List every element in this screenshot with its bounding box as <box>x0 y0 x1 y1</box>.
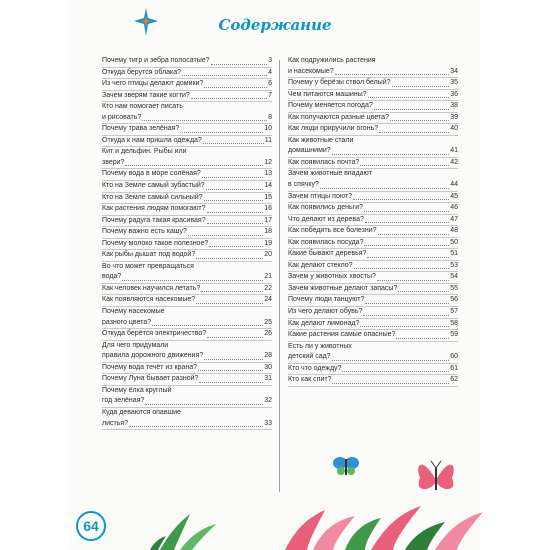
toc-dot-leader <box>129 426 263 427</box>
toc-entry-title: Кит и дельфин. Рыбы или <box>102 148 187 156</box>
toc-entry-line <box>102 68 272 79</box>
toc-entry-title: Как человек научился летать? <box>102 284 201 292</box>
toc-dot-leader <box>188 235 263 236</box>
toc-page-number: 11 <box>264 136 272 144</box>
toc-entry <box>102 181 272 193</box>
toc-entry-title: Во что может превращаться <box>102 262 194 270</box>
toc-entry-title: год зелёная? <box>102 397 145 405</box>
toc-dot-leader <box>196 258 263 259</box>
toc-entry-title: Зачем у животных хвосты? <box>288 273 376 281</box>
toc-entry-title: Как появляются насекомые? <box>102 296 196 304</box>
toc-entry <box>102 262 272 284</box>
toc-entry <box>288 56 458 78</box>
toc-dot-leader <box>332 383 449 384</box>
toc-entry <box>102 136 272 148</box>
toc-entry-title: и рисовать? <box>102 113 142 121</box>
toc-entry-line <box>102 284 272 295</box>
toc-entry-line <box>288 113 458 124</box>
toc-entry-title: Зачем животные делают запасы? <box>288 284 398 292</box>
toc-entry-line <box>102 272 272 283</box>
toc-entry-title: Зачем зверям такие когти? <box>102 91 190 99</box>
toc-entry-line <box>288 272 458 283</box>
toc-entry-line <box>102 124 272 135</box>
toc-entry-line <box>288 238 458 249</box>
toc-entry-title: Кто на Земле самый сильный? <box>102 193 203 201</box>
toc-dot-leader <box>353 199 449 200</box>
toc-entry-line <box>102 181 272 192</box>
toc-entry <box>102 239 272 251</box>
toc-entry-line <box>102 158 272 169</box>
toc-entry <box>102 204 272 216</box>
toc-entry-line <box>288 158 458 169</box>
toc-entry-title: Почему важно есть кашу? <box>102 228 187 236</box>
toc-dot-leader <box>364 211 449 212</box>
toc-entry <box>288 284 458 296</box>
toc-entry-line <box>102 351 272 362</box>
toc-entry-title: Кто на Земле самый зубастый? <box>102 182 205 190</box>
toc-entry-line <box>288 124 458 135</box>
toc-dot-leader <box>125 165 263 166</box>
toc-entry-title: вода? <box>102 273 122 281</box>
toc-dot-leader <box>354 268 450 269</box>
toc-page-number: 25 <box>264 318 272 326</box>
toc-page-number: 3 <box>268 57 272 64</box>
toc-page-number: 21 <box>264 273 272 281</box>
toc-entry-line <box>102 204 272 215</box>
toc-dot-leader <box>335 74 450 75</box>
toc-dot-leader <box>204 200 264 201</box>
toc-entry-line <box>102 262 272 273</box>
toc-page-number: 50 <box>450 238 458 246</box>
toc-entry-line <box>288 342 458 353</box>
toc-entry-title: Почему вода в море солёная? <box>102 170 201 178</box>
toc-entry-title: Почему ёлка круглый <box>102 386 172 394</box>
toc-entry-line <box>102 341 272 352</box>
toc-entry <box>102 341 272 363</box>
toc-entry <box>102 227 272 239</box>
toc-entry-title: правила дорожного движения? <box>102 352 204 360</box>
toc-entry <box>288 113 458 125</box>
toc-entry <box>102 169 272 181</box>
toc-entry-title: разного цвета? <box>102 318 152 326</box>
toc-entry <box>102 363 272 375</box>
toc-dot-leader <box>196 303 263 304</box>
toc-page-number: 39 <box>450 113 458 121</box>
toc-entry <box>288 226 458 238</box>
toc-entry-title: Из чего птицы делают домики? <box>102 80 204 88</box>
toc-entry-line <box>288 146 458 157</box>
toc-entry <box>288 261 458 273</box>
toc-entry-title: Как появилась посуда? <box>288 238 364 246</box>
toc-entry-line <box>102 136 272 147</box>
toc-entry-title: Почему у берёзы ствол белый? <box>288 79 391 87</box>
toc-entry-title: Какие бывают деревья? <box>288 250 367 258</box>
toc-entry-title: Как растения людям помогают? <box>102 205 206 213</box>
toc-dot-leader <box>368 97 450 98</box>
toc-entry-title: Как люди приручили огонь? <box>288 125 379 133</box>
toc-dot-leader <box>191 98 267 99</box>
toc-entry <box>288 101 458 113</box>
toc-entry-line <box>102 147 272 158</box>
toc-entry-title: Как получаются разные цвета? <box>288 113 389 121</box>
toc-entry-line <box>102 193 272 204</box>
toc-page-number: 15 <box>264 193 272 201</box>
toc-entry-title: Кто как спит? <box>288 376 332 384</box>
toc-separator <box>288 386 458 387</box>
toc-entry <box>288 375 458 387</box>
toc-page-number: 8 <box>268 113 272 121</box>
toc-entry-line <box>288 90 458 101</box>
toc-entry-title: детский сад? <box>288 353 331 361</box>
toc-page-number: 38 <box>450 102 458 110</box>
toc-entry-line <box>288 78 458 89</box>
toc-entry-line <box>288 295 458 306</box>
toc-page-number: 45 <box>450 192 458 200</box>
toc-page-number: 42 <box>450 158 458 166</box>
toc-entry-line <box>102 307 272 318</box>
toc-entry-line <box>102 363 272 374</box>
toc-column-right <box>288 56 458 387</box>
toc-entry-title: Почему Луна бывает разной? <box>102 375 199 383</box>
toc-entry-title: Как появилась почта? <box>288 158 360 166</box>
toc-entry <box>102 79 272 91</box>
toc-dot-leader <box>206 189 264 190</box>
toc-entry <box>102 193 272 205</box>
toc-entry-title: Как делают стекло? <box>288 261 353 269</box>
toc-dot-leader <box>182 75 267 76</box>
toc-page-number: 4 <box>268 68 272 76</box>
toc-page-number: 22 <box>264 284 272 292</box>
toc-dot-leader <box>374 109 449 110</box>
butterfly-icon <box>332 455 360 477</box>
toc-entry-title: Как животные стали <box>288 136 354 144</box>
toc-entry-title: Чем питаются машины? <box>288 90 367 98</box>
toc-entry <box>102 295 272 307</box>
toc-entry-line <box>102 216 272 227</box>
toc-dot-leader <box>379 132 449 133</box>
toc-entry-line <box>102 329 272 340</box>
butterfly-pink-icon <box>414 456 458 502</box>
toc-entry-line <box>102 56 272 67</box>
toc-dot-leader <box>202 177 263 178</box>
toc-entry <box>102 216 272 228</box>
toc-dot-leader <box>201 291 263 292</box>
toc-page-number: 40 <box>450 125 458 133</box>
toc-entry-title: Откуда берётся электричество? <box>102 330 207 338</box>
toc-entry-line <box>288 249 458 260</box>
toc-entry-line <box>288 67 458 78</box>
toc-entry <box>288 307 458 319</box>
toc-page-number: 28 <box>264 352 272 360</box>
toc-dot-leader <box>122 280 263 281</box>
toc-entry-line <box>288 307 458 318</box>
toc-entry-title: Кто что одежду? <box>288 364 342 372</box>
toc-dot-leader <box>378 234 450 235</box>
toc-page-number: 14 <box>264 182 272 190</box>
toc-page-number: 44 <box>450 181 458 189</box>
toc-page-number: 6 <box>268 80 272 88</box>
toc-entry-title: Какие растения самые опасные? <box>288 331 396 339</box>
toc-page-number: 31 <box>264 375 272 383</box>
toc-dot-leader <box>204 87 267 88</box>
toc-page-number: 30 <box>264 363 272 371</box>
toc-page-number: 54 <box>450 273 458 281</box>
toc-entry <box>102 284 272 296</box>
toc-entry-title: Из чего делают обувь? <box>288 308 363 316</box>
toc-entry-line <box>288 136 458 147</box>
toc-page-number: 62 <box>450 376 458 384</box>
toc-page-number: 57 <box>450 308 458 316</box>
toc-dot-leader <box>207 212 264 213</box>
toc-dot-leader <box>367 257 449 258</box>
toc-dot-leader <box>392 86 450 87</box>
toc-entry <box>288 124 458 136</box>
toc-page-number: 48 <box>450 227 458 235</box>
toc-dot-leader <box>207 337 263 338</box>
toc-entry <box>102 56 272 68</box>
toc-dot-leader <box>360 165 449 166</box>
toc-entry-title: Как рыбы дышат под водой? <box>102 251 196 259</box>
toc-dot-leader <box>332 360 450 361</box>
toc-entry-line <box>288 319 458 330</box>
toc-entry <box>102 147 272 169</box>
toc-entry <box>102 68 272 80</box>
toc-entry-title: Как делают лимонад? <box>288 319 360 327</box>
toc-entry-title: Зачем птицы поют? <box>288 192 353 200</box>
toc-entry-line <box>288 203 458 214</box>
toc-page-number: 61 <box>450 364 458 372</box>
toc-entry-line <box>288 330 458 341</box>
toc-page-number: 56 <box>450 296 458 304</box>
toc-entry-line <box>102 386 272 397</box>
toc-entry <box>288 90 458 102</box>
toc-entry <box>102 102 272 124</box>
toc-page-number: 33 <box>264 419 272 427</box>
toc-dot-leader <box>204 359 263 360</box>
toc-entry-title: в спячку? <box>288 181 319 189</box>
toc-entry-line <box>102 169 272 180</box>
toc-entry-title: Почему тигр и зебра полосатые? <box>102 57 210 64</box>
toc-dot-leader <box>364 245 449 246</box>
toc-dot-leader <box>152 325 263 326</box>
toc-entry <box>288 192 458 204</box>
toc-entry <box>288 136 458 158</box>
toc-entry-title: Как победить все болезни? <box>288 227 377 235</box>
toc-entry-title: звери? <box>102 158 125 166</box>
toc-entry-title: Почему меняется погода? <box>288 102 373 110</box>
toc-entry-line <box>288 101 458 112</box>
toc-entry <box>288 169 458 191</box>
toc-entry <box>288 272 458 284</box>
toc-entry-line <box>288 192 458 203</box>
toc-dot-leader <box>180 132 263 133</box>
toc-dot-leader <box>342 371 449 372</box>
toc-entry <box>288 215 458 227</box>
toc-entry-line <box>102 408 272 419</box>
toc-page-number: 60 <box>450 353 458 361</box>
toc-dot-leader <box>203 143 264 144</box>
toc-page-number: 18 <box>264 228 272 236</box>
toc-dot-leader <box>363 315 449 316</box>
leaves-bottom-icon <box>285 500 485 550</box>
toc-entry-line <box>102 419 272 430</box>
toc-entry <box>288 249 458 261</box>
toc-page-number: 7 <box>268 91 272 99</box>
toc-entry <box>102 408 272 430</box>
toc-page-number: 58 <box>450 319 458 327</box>
toc-entry-line <box>102 396 272 407</box>
toc-entry-line <box>102 295 272 306</box>
toc-entry <box>102 250 272 262</box>
toc-entry <box>288 238 458 250</box>
toc-entry-line <box>102 250 272 261</box>
toc-entry-title: Зачем животные впадают <box>288 170 372 178</box>
toc-entry-title: Почему радуга такая красивая? <box>102 216 206 224</box>
toc-dot-leader <box>145 404 263 405</box>
toc-entry-title: домашними? <box>288 147 331 155</box>
toc-dot-leader <box>209 246 263 247</box>
toc-page-number: 16 <box>264 205 272 213</box>
toc-page-number: 26 <box>264 330 272 338</box>
toc-dot-leader <box>320 188 449 189</box>
toc-entry-title: листья? <box>102 419 129 427</box>
toc-entry-title: Откуда берутся облака? <box>102 68 182 76</box>
toc-entry-title: Почему вода течёт из крана? <box>102 363 197 371</box>
toc-entry <box>288 330 458 342</box>
toc-entry <box>288 203 458 215</box>
toc-page-number: 35 <box>450 79 458 87</box>
toc-entry-line <box>288 352 458 363</box>
toc-page-number: 46 <box>450 204 458 212</box>
toc-entry-title: Почему молоко такое полезное? <box>102 239 209 247</box>
toc-page-number: 34 <box>450 67 458 75</box>
toc-page-number: 47 <box>450 215 458 223</box>
toc-page-number: 20 <box>264 251 272 259</box>
toc-entry-line <box>288 56 458 67</box>
toc-entry <box>102 307 272 329</box>
toc-entry-line <box>288 169 458 180</box>
toc-entry-title: Есть ли у животных <box>288 342 352 350</box>
toc-entry <box>288 319 458 331</box>
toc-entry-title: Для чего придумали <box>102 341 169 349</box>
toc-entry-line <box>102 374 272 385</box>
toc-entry-title: Что делают из дерева? <box>288 215 364 223</box>
toc-dot-leader <box>398 291 449 292</box>
toc-dot-leader <box>360 326 449 327</box>
toc-entry <box>102 91 272 103</box>
toc-entry-line <box>288 215 458 226</box>
toc-column-left <box>102 56 272 430</box>
toc-entry-title: Куда деваются опавшие <box>102 408 181 416</box>
toc-entry-line <box>288 364 458 375</box>
toc-entry-title: Кто нам помогает писать <box>102 103 183 111</box>
toc-separator <box>102 429 272 430</box>
column-divider <box>279 60 280 492</box>
toc-page-number: 19 <box>264 239 272 247</box>
toc-dot-leader <box>142 120 267 121</box>
page-number-badge: 64 <box>76 511 106 541</box>
toc-entry-line <box>288 261 458 272</box>
toc-entry-line <box>102 79 272 90</box>
toc-page-number: 10 <box>264 125 272 133</box>
toc-entry-line <box>102 113 272 124</box>
toc-dot-leader <box>365 222 449 223</box>
toc-dot-leader <box>211 64 268 65</box>
toc-entry-title: Почему люди танцуют? <box>288 296 365 304</box>
toc-entry-line <box>102 227 272 238</box>
toc-page-number: 41 <box>450 147 458 155</box>
toc-entry-title: Почему насекомые <box>102 308 165 316</box>
toc-page-number: 55 <box>450 284 458 292</box>
toc-dot-leader <box>332 154 450 155</box>
toc-entry-line <box>102 91 272 102</box>
toc-dot-leader <box>365 303 449 304</box>
toc-entry-title: и насекомые? <box>288 67 334 75</box>
toc-page-number: 53 <box>450 261 458 269</box>
toc-entry <box>288 364 458 376</box>
toc-entry-line <box>288 226 458 237</box>
toc-entry <box>288 342 458 364</box>
toc-entry-line <box>288 284 458 295</box>
toc-entry-title: Откуда к нам пришла одежда? <box>102 136 202 144</box>
toc-entry <box>102 124 272 136</box>
toc-dot-leader <box>390 120 449 121</box>
toc-entry <box>288 158 458 170</box>
toc-dot-leader <box>199 382 263 383</box>
toc-entry <box>102 329 272 341</box>
toc-entry <box>102 374 272 386</box>
toc-page-number: 13 <box>264 170 272 178</box>
toc-entry-title: Как подружились растения <box>288 57 376 64</box>
toc-page-number: 36 <box>450 90 458 98</box>
toc-page-number: 12 <box>264 158 272 166</box>
toc-entry-title: Почему трава зелёная? <box>102 125 180 133</box>
toc-entry-line <box>102 318 272 329</box>
toc-entry-title: Как появились деньги? <box>288 204 364 212</box>
toc-page-number: 24 <box>264 296 272 304</box>
toc-entry-line <box>288 180 458 191</box>
toc-entry-line <box>102 102 272 113</box>
toc-page-number: 17 <box>264 216 272 224</box>
toc-entry <box>288 78 458 90</box>
toc-page-number: 59 <box>450 331 458 339</box>
grass-left-icon <box>150 512 230 550</box>
toc-dot-leader <box>207 223 264 224</box>
page-title: Содержание <box>218 16 332 34</box>
toc-dot-leader <box>198 370 263 371</box>
toc-entry-line <box>288 375 458 386</box>
toc-dot-leader <box>396 338 449 339</box>
toc-page-number: 32 <box>264 397 272 405</box>
toc-entry <box>288 295 458 307</box>
toc-entry-line <box>102 239 272 250</box>
toc-entry <box>102 386 272 408</box>
toc-page-number: 51 <box>450 250 458 258</box>
toc-dot-leader <box>377 280 449 281</box>
